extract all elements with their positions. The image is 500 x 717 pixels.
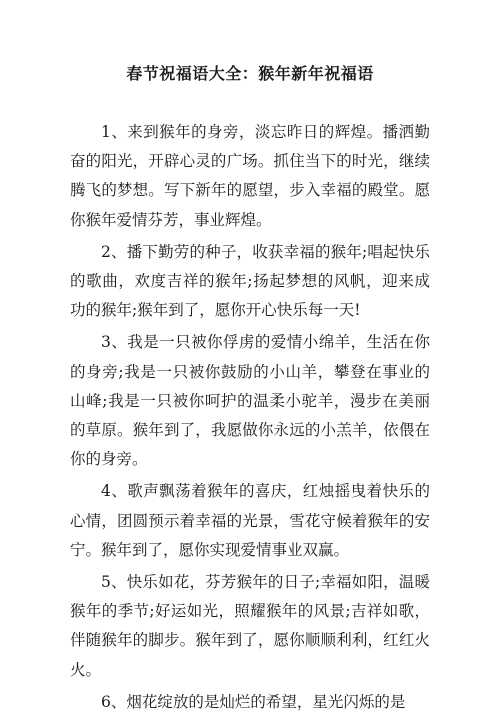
paragraph-2: 2、播下勤劳的种子，收获幸福的猴年;唱起快乐的歌曲，欢度吉祥的猴年;扬起梦想的风帆，迎来成功的猴年;猴年到了，愿你开心快乐每一天! [70,242,430,320]
paragraph-1: 1、来到猴年的身旁，淡忘昨日的辉煌。播洒勤奋的阳光，开辟心灵的广场。抓住当下的时光，继续腾飞的梦想。写下新年的愿望，步入幸福的殿堂。愿你猴年爱情芬芳，事业辉煌。 [70,123,430,229]
paragraph-6: 6、烟花绽放的是灿烂的希望，星光闪烁的是 [101,692,406,711]
document-page [70,0,430,717]
document-title: 春节祝福语大全：猴年新年祝福语 [126,64,374,83]
paragraph-5: 5、快乐如花，芬芳猴年的日子;幸福如阳，温暖猴年的季节;好运如光，照耀猴年的风景;吉祥如歌，伴随猴年的脚步。猴年到了，愿你顺顺利利，红红火火。 [70,573,430,679]
paragraph-4: 4、歌声飘荡着猴年的喜庆，红烛摇曳着快乐的心情，团圆预示着幸福的光景，雪花守候着猴年的安宁。猴年到了，愿你实现爱情事业双赢。 [70,482,430,559]
paragraph-3: 3、我是一只被你俘虏的爱情小绵羊，生活在你的身旁;我是一只被你鼓励的小山羊，攀登在事业的山峰;我是一只被你呵护的温柔小驼羊，漫步在美丽的草原。猴年到了，我愿做你永远的小羔羊，依偎在你的身旁。 [70,333,430,469]
